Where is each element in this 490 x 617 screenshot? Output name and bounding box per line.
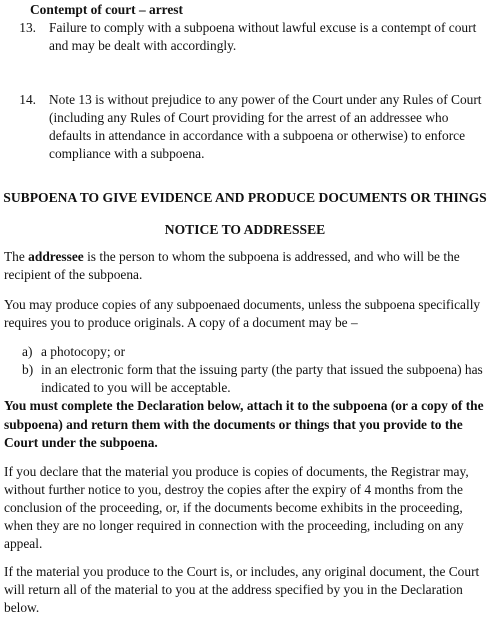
option-text: a photocopy; or [41,344,126,359]
declaration-instruction: You must complete the Declaration below, attach it to the subpoena (or a copy of the subpoena) and return them with the documents or things that you provide to the Court under the subpoena. [4,398,484,450]
notice-title: NOTICE TO ADDRESSEE [164,222,326,237]
note-text: Note 13 is without prejudice to any power of the Court under any Rules of Court (including any Rules of Court providing for the arrest of an addressee who defaults in attendance in accordance with a subpoena or otherwise) to enforce compliance with a subpoena. [49,92,482,161]
addressee-prefix: The [4,249,29,264]
return-paragraph: If the material you produce to the Court is, or includes, any original document, the Court will return all of the material to you at the address specified by you in the Declaration below. [4,564,480,615]
option-letter: b) [22,362,34,377]
note-text: Failure to comply with a subpoena without lawful excuse is a contempt of court and may be dealt with accordingly. [49,20,477,53]
contempt-heading: Contempt of court – arrest [30,2,183,17]
form-title: SUBPOENA TO GIVE EVIDENCE AND PRODUCE DOCUMENTS OR THINGS [3,190,487,205]
note-number: 13. [19,20,36,35]
addressee-term: addressee [28,249,84,264]
addressee-paragraph [4,248,484,284]
option-letter: a) [22,344,33,359]
addressee-suffix: is the person to whom the subpoena is addressed, and who will be the recipient of the subpoena. [4,249,460,282]
destroy-paragraph: If you declare that the material you produce is copies of documents, the Registrar may, without further notice to you, destroy the copies after the expiry of 4 months from the conclusion of the proceeding, or, if the documents become exhibits in the proceeding, when they are no longer required in connection with the proceeding, including on any appeal. [4,464,469,551]
option-text: in an electronic form that the issuing party (the party that issued the subpoena) has indicated to you will be acceptable. [41,362,483,395]
note-number: 14. [19,92,36,107]
copies-paragraph: You may produce copies of any subpoenaed documents, unless the subpoena specifically requires you to produce originals. A copy of a document may be – [4,297,481,330]
